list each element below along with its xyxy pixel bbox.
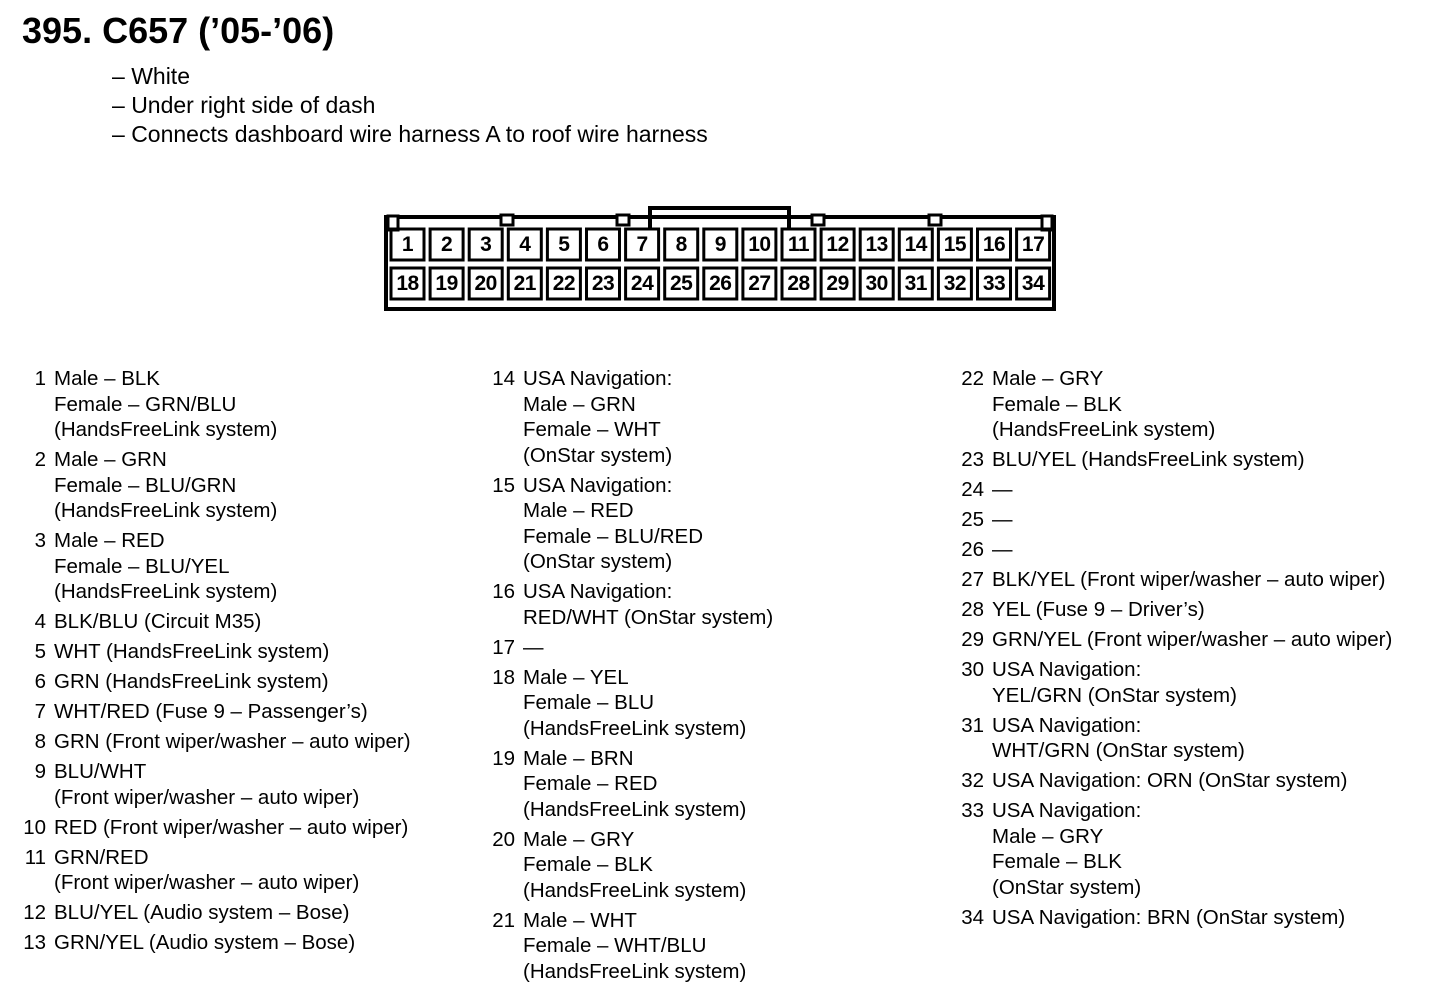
pin-label-32: 32 xyxy=(943,271,967,295)
pin-number: 32 xyxy=(961,769,984,792)
pin-description-line: GRN/RED xyxy=(54,845,149,869)
pin-description-line: USA Navigation: xyxy=(992,799,1142,822)
pin-entry-34 xyxy=(958,905,1392,931)
pin-description-line: USA Navigation: xyxy=(523,580,673,603)
pin-description-line: GRN/YEL (Front wiper/washer – auto wiper) xyxy=(992,628,1393,651)
pin-label-14: 14 xyxy=(904,232,927,256)
pin-description xyxy=(992,507,1013,533)
pin-number: 21 xyxy=(492,908,515,932)
pin-label-24: 24 xyxy=(630,271,654,295)
pin-description-line: (HandsFreeLink system) xyxy=(523,797,747,821)
pin-entry-24 xyxy=(958,477,1392,503)
pin-label-6: 6 xyxy=(597,232,609,256)
pin-description-line: Female – BLK xyxy=(523,853,653,876)
pin-description-line: BLU/YEL (HandsFreeLink system) xyxy=(992,448,1305,471)
pin-description xyxy=(523,635,544,661)
pin-description-line: YEL/GRN (OnStar system) xyxy=(992,683,1237,707)
pin-number: 7 xyxy=(34,700,46,723)
pin-number: 29 xyxy=(961,628,984,651)
pin-description-line: USA Navigation: xyxy=(992,658,1142,681)
pin-number: 27 xyxy=(961,568,984,591)
pin-description xyxy=(54,528,277,605)
pin-description-line: (HandsFreeLink system) xyxy=(523,716,747,740)
pin-description xyxy=(992,798,1141,900)
pin-entry-31 xyxy=(958,713,1392,764)
pin-entry-11 xyxy=(20,845,411,896)
pin-number: 10 xyxy=(23,815,46,839)
note-connection: – Connects dashboard wire harness A to roof wire harness xyxy=(112,120,708,149)
pin-description-line: USA Navigation: xyxy=(992,713,1142,737)
pin-entry-15 xyxy=(489,473,773,575)
pin-label-34: 34 xyxy=(1021,271,1045,295)
pin-description xyxy=(54,900,349,926)
pin-label-18: 18 xyxy=(396,271,419,295)
pin-label-1: 1 xyxy=(401,232,414,256)
pin-number: 2 xyxy=(34,448,46,471)
pin-number: 8 xyxy=(34,730,46,753)
pin-description-line: (HandsFreeLink system) xyxy=(54,499,278,522)
connector-notes xyxy=(112,62,708,149)
pin-number: 30 xyxy=(961,658,984,681)
pin-entry-1 xyxy=(20,366,411,443)
pin-label-28: 28 xyxy=(787,271,810,295)
pin-description-line: Female – BLU/YEL xyxy=(54,554,230,578)
pin-description-line: (HandsFreeLink system) xyxy=(54,418,278,441)
pin-description-line: (HandsFreeLink system) xyxy=(54,580,278,603)
pin-number: 9 xyxy=(34,760,46,783)
pin-description xyxy=(54,366,277,443)
pin-label-19: 19 xyxy=(435,271,458,295)
pin-description-line: Male – WHT xyxy=(523,908,637,932)
pin-description xyxy=(992,627,1392,653)
pin-label-26: 26 xyxy=(709,271,732,295)
page-title: 395. C657 (’05-’06) xyxy=(22,10,335,51)
pin-description xyxy=(992,366,1215,443)
pin-number: 13 xyxy=(23,931,46,954)
pin-description-line: (Front wiper/washer – auto wiper) xyxy=(54,785,360,809)
pin-description xyxy=(992,477,1013,503)
pin-number: 19 xyxy=(492,746,515,770)
pin-description xyxy=(992,447,1305,473)
pin-description xyxy=(54,930,355,956)
pin-number: 3 xyxy=(34,529,46,552)
pin-label-3: 3 xyxy=(480,232,492,256)
pin-description-line: Male – GRY xyxy=(523,827,635,851)
pin-description-line: BLK/YEL (Front wiper/washer – auto wiper) xyxy=(992,568,1386,591)
pin-description-line: BLU/WHT xyxy=(54,760,147,783)
pin-description xyxy=(523,827,746,904)
pin-description-line: Female – BLU xyxy=(523,691,655,714)
pin-description-line: Male – GRY xyxy=(992,367,1104,390)
pin-entry-21 xyxy=(489,908,773,985)
pin-description xyxy=(54,699,368,725)
pin-description-line: (Front wiper/washer – auto wiper) xyxy=(54,871,360,894)
pin-entry-10 xyxy=(20,815,411,841)
pin-entry-33 xyxy=(958,798,1392,900)
pin-description-line: GRN (HandsFreeLink system) xyxy=(54,670,329,693)
pin-number: 23 xyxy=(961,448,984,471)
pin-entry-13 xyxy=(20,930,411,956)
pin-description xyxy=(54,759,359,810)
pin-description-line: USA Navigation: xyxy=(523,473,673,497)
pin-description-line: — xyxy=(992,508,1013,531)
pin-description xyxy=(54,609,261,635)
pin-description xyxy=(523,579,773,630)
pin-description xyxy=(523,473,703,575)
pin-description-line: (OnStar system) xyxy=(523,550,673,573)
pin-label-21: 21 xyxy=(513,271,536,295)
pin-label-12: 12 xyxy=(826,232,849,256)
pin-description-line: (HandsFreeLink system) xyxy=(523,959,747,983)
pin-number: 34 xyxy=(961,905,984,929)
pin-label-31: 31 xyxy=(904,271,927,295)
pin-description-line: USA Navigation: BRN (OnStar system) xyxy=(992,905,1346,929)
pin-entry-2 xyxy=(20,447,411,524)
pin-description-line: Male – GRY xyxy=(992,824,1104,848)
pin-description xyxy=(992,567,1385,593)
pin-label-15: 15 xyxy=(943,232,967,256)
pin-label-16: 16 xyxy=(982,232,1006,256)
pin-description-line: GRN (Front wiper/washer – auto wiper) xyxy=(54,730,411,753)
pin-number: 17 xyxy=(492,635,515,659)
pin-entry-23 xyxy=(958,447,1392,473)
pin-entry-5 xyxy=(20,639,411,665)
pin-description xyxy=(54,845,359,896)
pin-number: 33 xyxy=(961,799,984,822)
pin-label-7: 7 xyxy=(636,232,648,256)
pin-description xyxy=(54,447,277,524)
pin-number: 31 xyxy=(961,713,984,737)
pin-number: 14 xyxy=(492,367,515,390)
pin-entry-8 xyxy=(20,729,411,755)
pin-list-column-1 xyxy=(20,366,411,960)
pin-description xyxy=(54,815,408,841)
pin-label-8: 8 xyxy=(675,232,687,256)
pin-description-line: Male – BLK xyxy=(54,367,160,390)
note-color: – White xyxy=(112,62,708,91)
pin-description xyxy=(54,669,329,695)
pin-description-line: Male – GRN xyxy=(54,448,167,471)
pin-description-line: Female – BLK xyxy=(992,392,1122,416)
pin-description-line: WHT/RED (Fuse 9 – Passenger’s) xyxy=(54,700,368,723)
pin-entry-25 xyxy=(958,507,1392,533)
pin-description xyxy=(992,905,1345,931)
pin-description-line: WHT/GRN (OnStar system) xyxy=(992,739,1245,762)
pin-label-27: 27 xyxy=(748,271,771,295)
pin-number: 25 xyxy=(961,508,984,531)
pin-entry-18 xyxy=(489,665,773,742)
pin-description-line: BLK/BLU (Circuit M35) xyxy=(54,610,262,633)
pin-description xyxy=(992,768,1347,794)
pin-entry-29 xyxy=(958,627,1392,653)
pin-label-20: 20 xyxy=(474,271,497,295)
pin-label-5: 5 xyxy=(558,232,570,256)
pin-number: 1 xyxy=(34,367,46,390)
pin-description xyxy=(992,657,1237,708)
pin-description xyxy=(523,366,672,468)
pin-label-17: 17 xyxy=(1021,232,1045,256)
pin-description-line: Female – BLU/GRN xyxy=(54,473,237,497)
pin-description-line: Female – RED xyxy=(523,772,658,795)
pin-entry-20 xyxy=(489,827,773,904)
pin-number: 12 xyxy=(23,901,46,924)
pin-number: 26 xyxy=(961,538,984,561)
pin-description-line: RED/WHT (OnStar system) xyxy=(523,605,774,629)
pin-description-line: Female – WHT/BLU xyxy=(523,934,707,957)
pin-description-line: Male – YEL xyxy=(523,665,629,689)
pin-label-30: 30 xyxy=(865,271,888,295)
pin-description xyxy=(54,729,411,755)
pin-description-line: Female – GRN/BLU xyxy=(54,392,237,416)
pin-label-25: 25 xyxy=(670,271,693,295)
pin-description-line: Female – BLU/RED xyxy=(523,524,704,548)
pin-number: 24 xyxy=(961,478,984,501)
pin-number: 28 xyxy=(961,598,984,621)
pin-entry-17 xyxy=(489,635,773,661)
pin-description xyxy=(992,537,1013,563)
pin-entry-7 xyxy=(20,699,411,725)
pin-label-2: 2 xyxy=(441,232,453,256)
pin-description-line: Male – RED xyxy=(54,529,165,552)
pin-entry-16 xyxy=(489,579,773,630)
pin-description-line: BLU/YEL (Audio system – Bose) xyxy=(54,901,350,924)
pin-entry-3 xyxy=(20,528,411,605)
pin-label-29: 29 xyxy=(826,271,849,295)
pin-description-line: USA Navigation: ORN (OnStar system) xyxy=(992,769,1348,792)
pin-description-line: — xyxy=(992,538,1013,561)
pin-description xyxy=(523,746,746,823)
pin-number: 4 xyxy=(34,610,46,633)
pin-description xyxy=(523,665,746,742)
pin-number: 5 xyxy=(34,640,46,663)
pin-number: 18 xyxy=(492,665,515,689)
pin-description-line: Female – BLK xyxy=(992,850,1122,873)
pin-description-line: RED (Front wiper/washer – auto wiper) xyxy=(54,815,409,839)
pin-number: 15 xyxy=(492,473,515,497)
pin-description-line: (HandsFreeLink system) xyxy=(992,418,1216,441)
pin-description xyxy=(523,908,746,985)
pin-description-line: USA Navigation: xyxy=(523,367,673,390)
pin-entry-26 xyxy=(958,537,1392,563)
pin-number: 11 xyxy=(24,845,46,869)
pin-number: 20 xyxy=(492,827,515,851)
pin-description-line: Female – WHT xyxy=(523,418,661,441)
pin-description xyxy=(54,639,329,665)
connector-face-diagram xyxy=(384,205,1056,311)
pin-number: 22 xyxy=(961,367,984,390)
pin-number: 16 xyxy=(492,580,515,603)
pin-entry-9 xyxy=(20,759,411,810)
pin-label-11: 11 xyxy=(787,232,810,256)
pin-label-13: 13 xyxy=(865,232,888,256)
pin-entry-12 xyxy=(20,900,411,926)
pin-description-line: Male – RED xyxy=(523,499,634,522)
pin-description xyxy=(992,597,1205,623)
pin-list-column-3 xyxy=(958,366,1392,935)
pin-description-line: — xyxy=(523,635,544,659)
pin-description-line: (HandsFreeLink system) xyxy=(523,878,747,902)
pin-description-line: WHT (HandsFreeLink system) xyxy=(54,640,330,663)
pin-entry-14 xyxy=(489,366,773,468)
pin-description xyxy=(992,713,1245,764)
pin-entry-22 xyxy=(958,366,1392,443)
pin-label-23: 23 xyxy=(591,271,615,295)
pin-entry-27 xyxy=(958,567,1392,593)
pin-label-4: 4 xyxy=(519,232,531,256)
pin-label-33: 33 xyxy=(982,271,1006,295)
pin-label-22: 22 xyxy=(552,271,576,295)
pin-entry-32 xyxy=(958,768,1392,794)
pin-description-line: (OnStar system) xyxy=(523,443,673,467)
pin-entry-6 xyxy=(20,669,411,695)
pin-description-line: Male – GRN xyxy=(523,392,636,416)
pin-description-line: — xyxy=(992,478,1013,501)
pin-description-line: GRN/YEL (Audio system – Bose) xyxy=(54,931,356,954)
pin-entry-30 xyxy=(958,657,1392,708)
pin-number: 6 xyxy=(34,670,46,693)
pin-description-line: (OnStar system) xyxy=(992,875,1142,899)
pin-list-column-2 xyxy=(489,366,773,989)
pin-label-9: 9 xyxy=(714,232,726,256)
pin-entry-4 xyxy=(20,609,411,635)
pin-description-line: YEL (Fuse 9 – Driver’s) xyxy=(992,598,1205,621)
pin-label-10: 10 xyxy=(748,232,771,256)
note-location: – Under right side of dash xyxy=(112,91,708,120)
pin-entry-28 xyxy=(958,597,1392,623)
pin-entry-19 xyxy=(489,746,773,823)
pin-description-line: Male – BRN xyxy=(523,746,634,770)
